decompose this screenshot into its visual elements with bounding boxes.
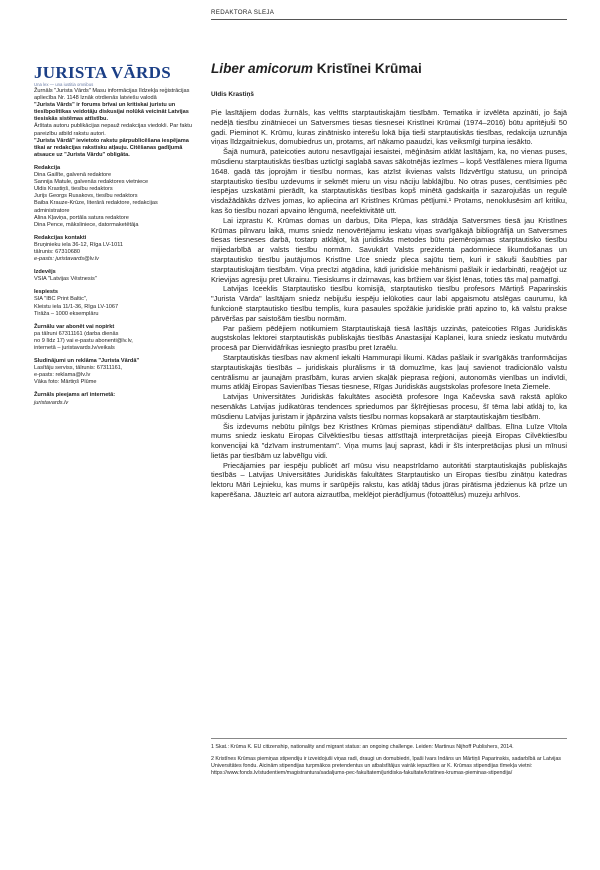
contacts-heading: Redakcijas kontakti	[34, 234, 87, 241]
editorial-line: Dina Pence, māksliniece, datormaketētāja	[34, 221, 139, 228]
footnote: 1 Skat.: Krūma K. EU citizenship, nationality and migrant status: an ongoing challenge. Leiden: Martinus Nijhoff Publishers, 2014.	[211, 744, 514, 750]
publisher-block	[34, 269, 192, 283]
printer-block	[34, 289, 192, 317]
editorial-heading: Redakcija	[34, 164, 61, 171]
publisher-name: VSIA "Latvijas Vēstnesis"	[34, 276, 97, 283]
contacts-line: Bruņinieku iela 36-12, Rīga LV-1011	[34, 241, 124, 248]
contacts-line: tālrunis: 67310680	[34, 248, 81, 255]
footnotes	[211, 744, 567, 782]
subscription-line: no 9 līdz 17) vai e-pastu abonenti@lv.lv,	[34, 337, 133, 344]
mission-text: "Jurista Vārds" ir forums brīvai un kritiskai juristu un tiesībpolitikas veidotāju diskusijai nolūkā veicināt Latvijas tiesiskās sistēmas attīstību.	[34, 102, 189, 123]
editorial-line: Sannija Matule, galvenās redaktores vietniece	[34, 179, 149, 186]
editorial-line: Baiba Krauze-Krūze, literārā redaktore, redakcijas administratore	[34, 200, 158, 214]
cover-photo-credit: Vāka foto: Mārtiņš Plūme	[34, 379, 97, 386]
article-title	[211, 61, 581, 77]
body-paragraph: Šis izdevums nebūtu pilnīgs bez Kristīnes Krūmas piemiņas stipendiātu² dalības. Elīna Luīze Vītola mums sniedz ieskatu Eiropas Cilvēktiesību tiesas attīstītajā interpretācijas pieejā Eiropas Cilvēktiesību konvencijai kā "dzīvam instrumentam". Viņa mums ļauj saprast, kādi ir šīs interpretācijas plusi un mīnusi lietās par tiesībām uz labvēlīgu vidi.	[211, 421, 567, 460]
article-body	[211, 108, 567, 500]
editorial-line: Uldis Krastiņš, tiesību redaktors	[34, 186, 113, 193]
body-paragraph: Lai izprastu K. Krūmas domas un darbus, Dita Plepa, kas strādāja Satversmes tiesā jau Kristīnes Krūmas pilnvaru laikā, mums sniedz nenovērtējamu ieskatu viņas svarīgākajā bibliogrāfijā un Satversmes tiesas tiesneses darbā, tostarp atklājot, kā juridiskās metodes būtu piemērojamas starptautisko tiesību mijiedarbībā ar valsts tiesību normām. Savukārt Valsts prezidenta padomniece likumdošanas un starptautisko tiesību jautājumos Kristīne Līce sniedz pleca sajūtu tiem, kuri ir sākuši šaubīties par starptautiskajām tiesībām. Viņa precīzi atgādina, kādi juridiskie mehānismi pašlaik ir iedarbināti, reaģējot uz Krievijas agresiju pret Ukrainu. Tiesiskums ir dzirnavas, kas brīžiem var šķist lēnas, toties tās maļ pamatīgi.	[211, 215, 567, 284]
subscription-heading: Žurnālu var abonēt vai nopirkt	[34, 323, 115, 330]
contacts-email[interactable]: e-pasts: juristavards@lv.lv	[34, 256, 99, 263]
registration-text: Žurnāls "Jurista Vārds" Masu informācijas līdzekļa reģistrācijas apliecība Nr. 1148 Iznāk otrdienās latviešu valodā	[34, 88, 190, 102]
body-paragraph: Latvijas Iceeklis Starptautisko tiesību komisijā, starptautisko tiesību profesors Mārtiņš Paparinskis "Jurista Vārda" lasītājam sniedz nebijušu iespēju ielūkoties caur labi apgaismotu atslēgas caurumu, kā funkcionē starptautisko tiesību templis, kura pasaules spožākie juridiskie prāti apzino to, kā valstu prakse pārvēršas par saistošām tiesību normām.	[211, 284, 567, 323]
masthead-logo	[34, 64, 192, 88]
ads-heading: Sludinājumi un reklāma "Jurista Vārdā"	[34, 358, 140, 365]
ads-line: e-pasts: reklama@lv.lv	[34, 372, 91, 379]
editorial-block	[34, 165, 192, 229]
contacts-block	[34, 235, 192, 263]
editorial-line: Jurijs Georgs Rusakovs, tiesību redaktors	[34, 193, 138, 200]
printer-line: Kleistu iela 11/1-36, Rīga LV-1067	[34, 303, 119, 310]
footnote: 2 Kristīnes Krūmas piemiņas stipendiju ir izveidojuši viņas radi, draugi un domubiedri, īpaši Ivars Indāns un Mārtiņš Paparinskis, sadarbībā ar Latvijas Universitātes fondu. Aicinām stipendijas turpmākos pretendentus un atbalstītājus vairāk iepazīties ar K. Krūmas stipendijas tīmekļa vietni: https://www.fonds.lv/studentiem/magistrantura/sadaljums-pec-fakultatem/juridiska-fakultate/kristines-krumas-pieminas-stipendija/	[211, 756, 562, 777]
ads-line: Lasītāju serviss, tālrunis: 67311161,	[34, 365, 123, 372]
footnote-divider	[211, 738, 567, 739]
editorial-line: Alina Kļaviņa, portāla satura redaktore	[34, 214, 129, 221]
subscription-block	[34, 324, 192, 352]
body-paragraph: Par pašiem pēdējiem notikumiem Starptautiskajā tiesā lasītājs uzzinās, pateicoties Rīgas Juridiskās augstskolas lektorei starptautiskās publiskajās tiesībās Anastasijai Kaplanei, kura sniedz ieskatu mutvārdu procesā par Dienvidāfrikas iesniegto prasību pret Izraēlu.	[211, 323, 567, 353]
printer-line: SIA "IBC Print Baltic",	[34, 296, 88, 303]
online-url-link[interactable]: juristavards.lv	[34, 399, 69, 406]
ads-block	[34, 358, 192, 379]
printer-heading: Iespiests	[34, 289, 58, 296]
article-title-italic: Liber amicorum	[211, 61, 313, 76]
masthead-title: JURISTA VĀRDS	[34, 63, 171, 82]
section-label: REDAKTORA SLEJA	[211, 9, 275, 16]
printer-line: Tirāža – 1000 eksemplāru	[34, 310, 99, 317]
sidebar-imprint	[34, 64, 192, 407]
body-paragraph: Pie lasītājiem dodas žurnāls, kas veltīts starptautiskajām tiesībām. Tematika ir izvēlēta apzināti, jo šajā nedēļā tiesību zinātniecei un Satversmes tiesas tiesnesei Kristīnei Krūmai (1974–2016) būtu apritējuši 50 gadi. Pieminot K. Krūmu, kuras zinātnisko interešu lokā bija tieši starptautiskās tiesības, redakcija uzrunāja viņas līdzgaitniekus, domubiedrus un, protams, arī nākamo paaudzi, kas veiksmīgi turpina iesākto.	[211, 108, 567, 147]
article-author: Uldis Krastiņš	[211, 91, 254, 98]
article-title-rest: Kristīnei Krūmai	[312, 61, 422, 76]
body-paragraph: Priecājamies par iespēju publicēt arī mūsu visu neapstrīdamo autoritāti starptautiskajās publiskajās tiesībās – Latvijas Universitātes Juridiskās fakultātes Starptautisko un Eiropas tiesību zinātņu katedras lektoru Māri Lejnieku, kas mums ir sarūpējis rakstu, kas atklāj tādus jūras pirātisma jēdzienus kā prīze un kaperēšana. Jāuzteic arī autora aizrautība, meklējot pierādījumus (fotoattēlus) muzeju arhīvos.	[211, 460, 567, 500]
subscription-line: internetā – juristavards.lv/veikals	[34, 345, 115, 351]
body-paragraph: Šajā numurā, pateicoties autoru nesavtīgajai iesaistei, mēģināsim atklāt lasītājam, ka, no vienas puses, mūsdienu starptautiskās tiesības uzticīgi saglabā savas sākotnējās iezīmes – kopš Vestfālenes miera līguma 1648. gadā tās joprojām ir tiesību normas, kas atzīst ikvienas valsts līdzvērtīgu statusu, un principā starptautisko tiesību uzdevums ir sekmēt mieru un visu nāciju labklājību. No otras puses, centīsimies pēc iespējas uzskatāmi pierādīt, ka starptautiskās tiesības kopš minētā gadskaitļa ir sazarojušās un regulē visdažādākās dzīves jomas, ko apliecina arī Kristīnes Krūmas pētījumi.¹ Protams, nenoklusēsim arī kritiku, kas šo tiesību nozari apvaino lēngumā, neefektivitātē utt.	[211, 147, 567, 215]
masthead-tagline: Una lex — una iustitia omnibus	[34, 82, 94, 87]
subscription-line: pa tālruni 67311161 (darba dienās	[34, 330, 119, 337]
online-heading: Žurnāls pieejams arī internetā:	[34, 392, 116, 399]
body-paragraph: Latvijas Universitātes Juridiskās fakultātes asociētā profesore Inga Kačevska savā rakstā aplūko nesenākās Latvijas judikatūras tendences spriedumos par šķīrējtiesas procesu, šī tēma labi atklāj to, ka mūsdienu Latvijas juristam ir jāpārzina valsts tiesību normas kopsakarā ar starptautiskajām tiesībām.	[211, 392, 567, 421]
copyright-text: "Jurista Vārdā" ievietoto rakstu pārpublicēšana iespējama tikai ar redakcijas rakstisku atļauju. Citēšanas gadījumā atsauce uz "Jurista Vārdu" obligāta.	[34, 137, 189, 158]
body-paragraph: Starptautiskās tiesības nav akmenī iekalti Hammurapi likumi. Kādas pašlaik ir svarīgākās tranformācijas starptautiskajās tiesībās – juridiskais plurālisms ir tā domuzīme, kas ļauj savienot tradicionālo valstu centrālismu ar jaunajām prasībām, kuras arvien skaļāk pieprasa reģioni, autonomās vienības un indivīdi, mums atklāj Eiropas Savienības Tiesas tiesnese, Rīgas Juridiskās augstskolas profesore Ineta Ziemele.	[211, 352, 567, 392]
header-divider	[211, 19, 567, 20]
disclaimer-text: Ārštata autoru publikācijas nepauž redakcijas viedokli. Par faktu pareizību atbild rakstu autori.	[34, 123, 192, 137]
editorial-line: Dina Gailīte, galvenā redaktore	[34, 172, 112, 179]
publisher-heading: Izdevējs	[34, 269, 56, 276]
online-block	[34, 392, 192, 406]
